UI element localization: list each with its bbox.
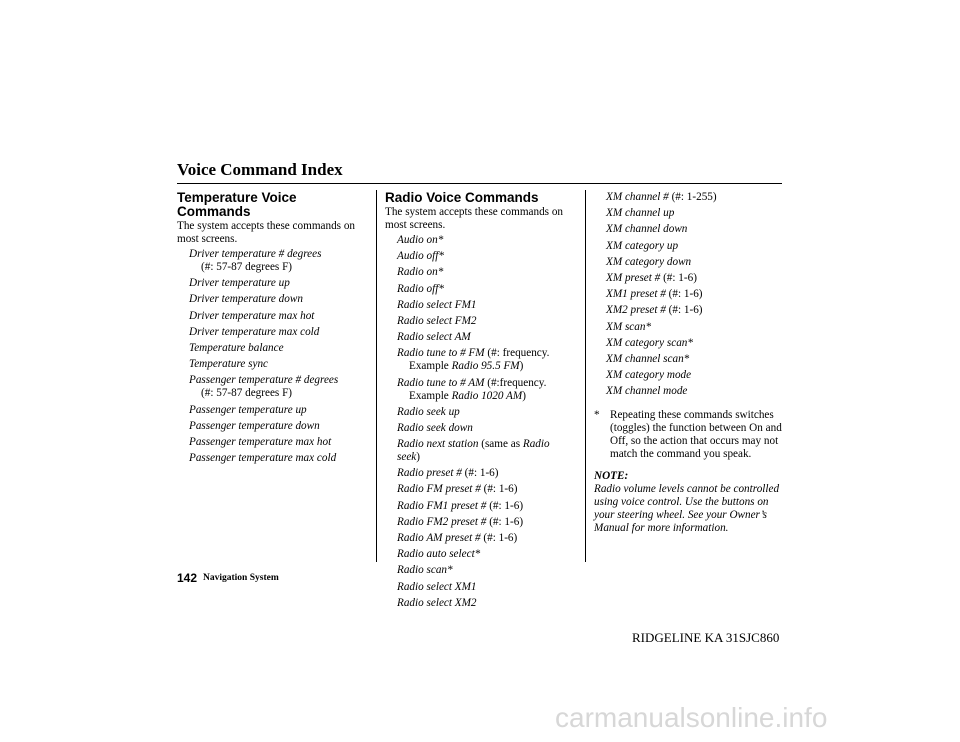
command-item [397, 467, 575, 480]
command-text: Passenger temperature max cold [189, 452, 337, 465]
command-text: Temperature sync [189, 358, 269, 371]
command-item [606, 256, 784, 269]
radio-command-list [385, 234, 575, 610]
radio-heading: Radio Voice Commands [385, 190, 539, 205]
command-detail-close: ) [416, 451, 420, 464]
command-item [606, 272, 784, 285]
command-detail: (#: 57-87 degrees F) [201, 387, 293, 400]
command-item [397, 250, 575, 263]
command-text: XM scan* [606, 320, 652, 333]
command-item [397, 347, 575, 373]
footnote-mark: * [594, 409, 600, 422]
command-text: Radio select FM2 [397, 314, 477, 327]
command-detail: (#: 1-6) [489, 515, 524, 528]
command-text: XM1 preset # [606, 288, 666, 301]
command-item [397, 377, 575, 403]
title-rule [177, 183, 782, 184]
command-item [397, 516, 575, 529]
command-item [606, 369, 784, 382]
command-detail: (#: 1-6) [489, 499, 524, 512]
command-text: Radio FM1 preset # [397, 499, 487, 512]
temperature-heading: Temperature Voice Commands [177, 190, 297, 219]
command-text: Driver temperature max hot [189, 309, 315, 322]
command-text: Temperature balance [189, 341, 284, 354]
command-text: Passenger temperature up [189, 403, 307, 416]
example-label: Example [409, 360, 449, 373]
command-item [189, 374, 367, 400]
example-label: Example [409, 389, 449, 402]
command-item [606, 385, 784, 398]
command-item [397, 299, 575, 312]
command-item [606, 304, 784, 317]
command-text: XM category scan* [606, 336, 693, 349]
command-text: XM channel # [606, 191, 669, 203]
command-text: Radio FM preset # [397, 483, 481, 496]
command-item [397, 438, 575, 464]
page-title: Voice Command Index [177, 160, 343, 179]
command-text: XM channel scan* [606, 352, 690, 365]
command-item [397, 532, 575, 545]
command-item [397, 315, 575, 328]
command-text: Audio on* [397, 234, 444, 246]
command-item [397, 234, 575, 247]
command-item [189, 358, 367, 371]
page-number: 142 [177, 571, 198, 585]
command-item [606, 353, 784, 366]
command-text: Driver temperature # degrees [189, 248, 322, 260]
temperature-intro: The system accepts these commands on most screens. [177, 220, 356, 245]
command-text: XM category down [606, 255, 692, 268]
command-text: Radio scan* [397, 564, 453, 577]
command-detail: (#: frequency. [487, 347, 550, 360]
command-detail: (#:frequency. [487, 376, 547, 389]
footnote-text: Repeating these commands switches (toggles) the function between On and Off, so the action that occurs may not match the command you speak. [610, 409, 782, 461]
command-item [189, 342, 367, 355]
command-item [189, 420, 367, 433]
radio-intro: The system accepts these commands on most screens. [385, 206, 564, 231]
command-detail: (#: 1-6) [668, 304, 703, 317]
command-item [397, 422, 575, 435]
command-item [606, 191, 784, 204]
command-text: Radio FM2 preset # [397, 515, 487, 528]
command-detail: (#: 57-87 degrees F) [201, 261, 293, 273]
command-item [397, 564, 575, 577]
command-item [397, 406, 575, 419]
command-text: Passenger temperature # degrees [189, 374, 339, 387]
command-item [606, 240, 784, 253]
command-text: Radio auto select* [397, 548, 481, 561]
column-divider-1 [376, 190, 377, 562]
radio-column [385, 191, 575, 613]
temperature-command-list [177, 248, 367, 465]
command-detail: (#: 1-6) [464, 467, 499, 480]
command-text: Radio next station [397, 438, 479, 451]
example-text: Radio 95.5 FM [451, 360, 520, 373]
command-text: Audio off* [397, 250, 444, 263]
command-item [397, 581, 575, 594]
command-item [189, 452, 367, 465]
command-text: Radio seek up [397, 405, 460, 418]
example-close: ) [522, 389, 526, 402]
command-text: XM category mode [606, 369, 692, 382]
xm-command-list [594, 191, 784, 398]
command-item [397, 266, 575, 279]
command-text: Driver temperature down [189, 293, 303, 306]
example-close: ) [519, 360, 524, 373]
command-item [606, 321, 784, 334]
command-item [397, 500, 575, 513]
temperature-column [177, 191, 367, 468]
command-text: Passenger temperature down [189, 419, 320, 432]
command-text: Radio off* [397, 282, 444, 295]
command-text: XM channel up [606, 207, 675, 220]
model-code: RIDGELINE KA 31SJC860 [632, 630, 780, 645]
section-name: Navigation System [203, 573, 279, 583]
command-text: Radio select FM1 [397, 298, 477, 311]
command-item [397, 483, 575, 496]
command-item [189, 248, 367, 274]
command-text: Radio tune to # AM [397, 376, 485, 389]
command-item [189, 310, 367, 323]
command-item [397, 331, 575, 344]
command-text: Radio tune to # FM [397, 347, 485, 360]
command-detail-italic: Radio seek [397, 438, 550, 464]
command-example [397, 390, 575, 403]
command-example [397, 360, 575, 373]
command-detail: (#: 1-6) [483, 483, 518, 496]
command-text: Radio select XM2 [397, 596, 477, 609]
command-detail: (#: 1-6) [663, 271, 697, 284]
command-text: XM2 preset # [606, 304, 666, 317]
command-text: Radio select XM1 [397, 580, 477, 593]
command-item [606, 223, 784, 236]
command-item [606, 207, 784, 220]
command-item [606, 288, 784, 301]
column-divider-2 [585, 190, 586, 562]
command-item [189, 326, 367, 339]
command-detail: (same as [481, 438, 521, 451]
command-item [397, 548, 575, 561]
command-detail: (#: 1-255) [671, 191, 717, 203]
command-text: Radio AM preset # [397, 532, 481, 544]
command-text: XM channel mode [606, 385, 688, 398]
example-text: Radio 1020 AM [451, 389, 523, 402]
command-text: Radio on* [397, 266, 444, 279]
command-text: Radio seek down [397, 421, 473, 434]
command-text: Passenger temperature max hot [189, 435, 332, 448]
watermark: carmanualsonline.info [555, 702, 828, 733]
command-detail: (#: 1-6) [668, 288, 703, 301]
command-item [189, 277, 367, 290]
command-text: XM channel down [606, 223, 688, 236]
command-item [397, 283, 575, 296]
note-text: Radio volume levels cannot be controlled using voice control. Use the buttons on your steering wheel. See your Owner’s Manual for more information. [594, 483, 780, 535]
command-detail: (#: 1-6) [483, 532, 518, 544]
command-item [189, 293, 367, 306]
xm-column [594, 191, 784, 535]
note-label: NOTE: [594, 470, 629, 483]
command-item [189, 436, 367, 449]
command-item [606, 337, 784, 350]
command-text: Driver temperature max cold [189, 325, 320, 338]
command-text: Radio select AM [397, 331, 471, 344]
footnote [594, 409, 784, 461]
command-text: XM category up [606, 239, 679, 252]
command-item [397, 597, 575, 610]
command-text: Driver temperature up [189, 277, 290, 290]
command-text: XM preset # [606, 271, 661, 284]
command-text: Radio preset # [397, 467, 462, 480]
command-item [189, 404, 367, 417]
